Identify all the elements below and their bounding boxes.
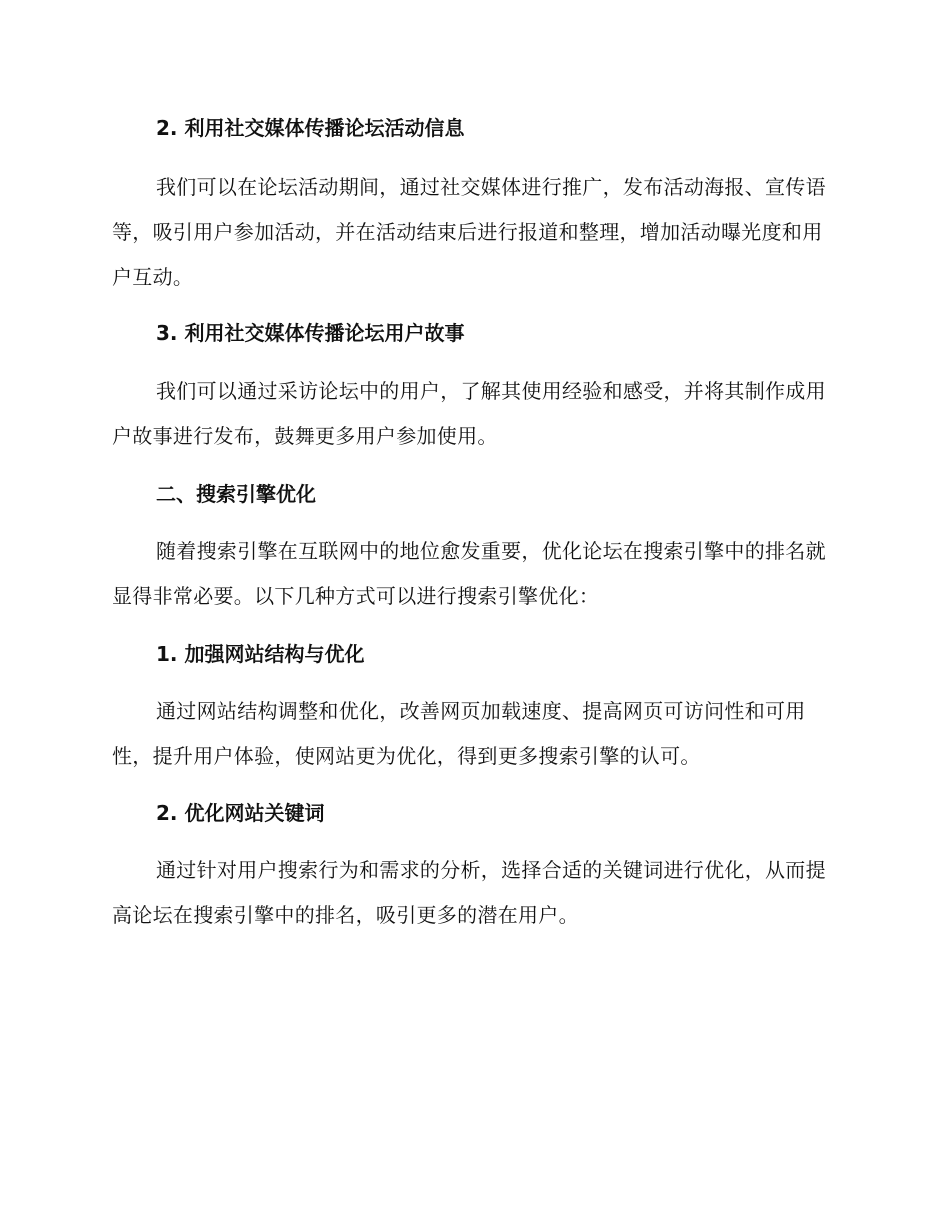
section-heading: 2. 优化网站关键词 xyxy=(156,801,325,825)
section-heading: 1. 加强网站结构与优化 xyxy=(156,642,365,666)
section-heading: 二、搜索引擎优化 xyxy=(156,482,316,506)
section-heading: 2. 利用社交媒体传播论坛活动信息 xyxy=(156,116,465,140)
section-paragraph: 我们可以在论坛活动期间，通过社交媒体进行推广，发布活动海报、宣传语等，吸引用户参加活动，并在活动结束后进行报道和整理，增加活动曝光度和用户互动。 xyxy=(112,175,826,289)
section-heading: 3. 利用社交媒体传播论坛用户故事 xyxy=(156,321,465,345)
section-paragraph: 通过针对用户搜索行为和需求的分析，选择合适的关键词进行优化，从而提高论坛在搜索引擎中的排名，吸引更多的潜在用户。 xyxy=(112,858,826,927)
section-paragraph: 随着搜索引擎在互联网中的地位愈发重要，优化论坛在搜索引擎中的排名就显得非常必要。以下几种方式可以进行搜索引擎优化： xyxy=(112,539,826,608)
section-paragraph: 我们可以通过采访论坛中的用户，了解其使用经验和感受，并将其制作成用户故事进行发布，鼓舞更多用户参加使用。 xyxy=(112,379,826,448)
section-paragraph: 通过网站结构调整和优化，改善网页加载速度、提高网页可访问性和可用性，提升用户体验，使网站更为优化，得到更多搜索引擎的认可。 xyxy=(112,699,806,768)
